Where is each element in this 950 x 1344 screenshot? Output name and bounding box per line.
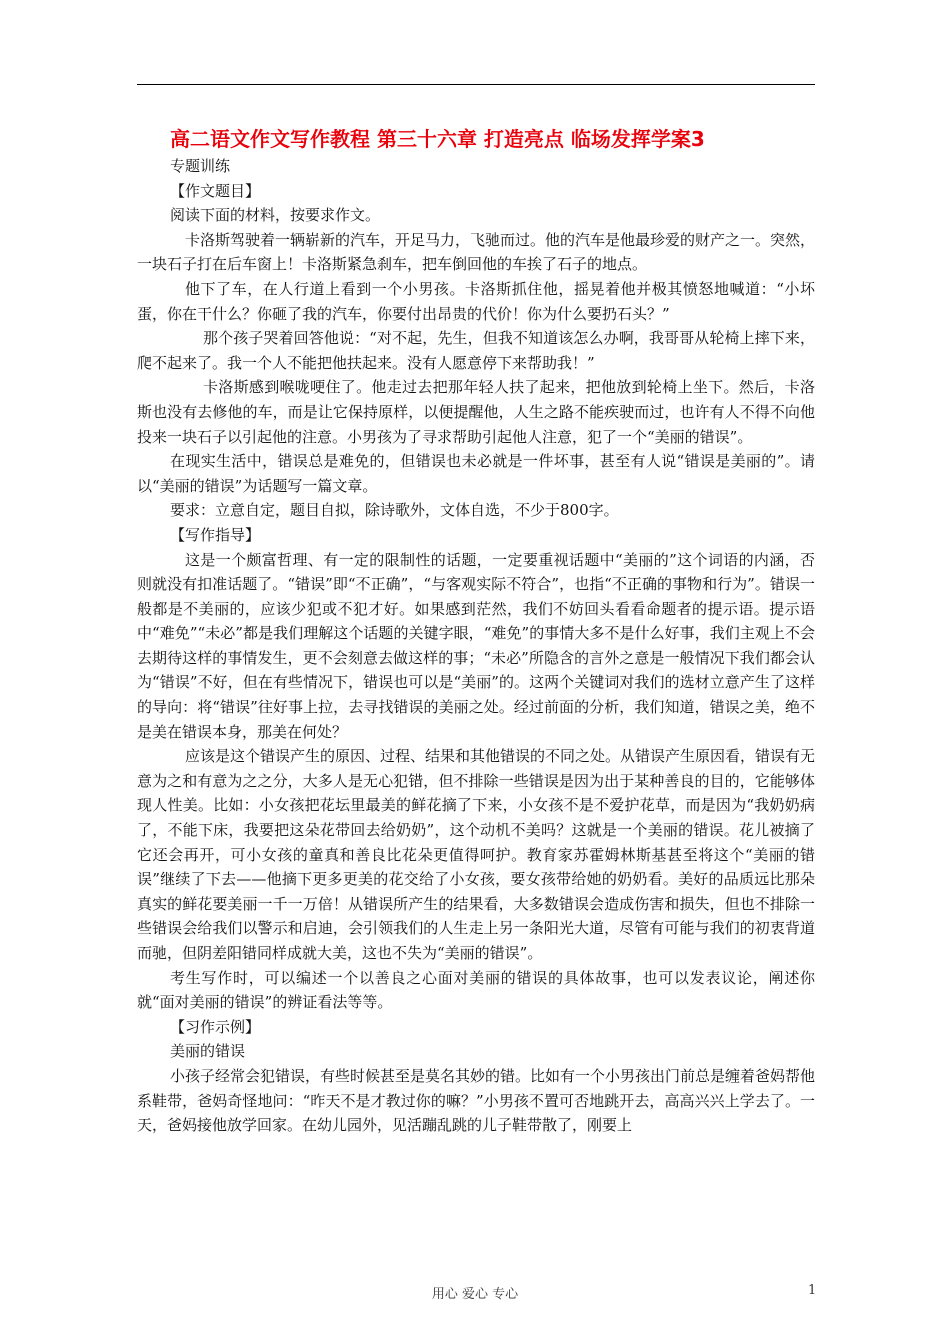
guide-paragraph-1: 这是一个颇富哲理、有一定的限制性的话题，一定要重视话题中“美丽的”这个词语的内涵，否则就没有扣准话题了。“错误”即“不正确”，“与客观实际不符合”，也指“不正确的事物和行为”。错误一般都是不美丽的，应该少犯或不犯才好。如果感到茫然，我们不妨回头看看命题者的提示语。提示语中“难免”“未必”都是我们理解这个话题的关键字眼，“难免”的事情大多不是什么好事，我们主观上不会去期待这样的事情发生，更不会刻意去做这样的事；“未必”所隐含的言外之意是一般情况下我们都会认为“错误”不好，但在有些情况下，错误也可以是“美丽”的。这两个关键词对我们的选材立意产生了这样的导向：将“错误”往好事上拉，去寻找错误的美丽之处。经过前面的分析，我们知道，错误之美，绝不是美在错误本身，那美在何处？	[137, 550, 815, 741]
section-label: 专题训练	[170, 157, 231, 175]
story-paragraph-4: 卡洛斯感到喉咙哽住了。他走过去把那年轻人扶了起来，把他放到轮椅上坐下。然后，卡洛斯也没有去修他的车，而是让它保持原样，以便提醒他，人生之路不能疾驶而过，也许有人不得不向他投来一块石子以引起他的注意。小男孩为了寻求帮助引起他人注意，犯了一个“美丽的错误”。	[137, 378, 815, 446]
story-paragraph-1: 卡洛斯驾驶着一辆崭新的汽车，开足马力，飞驰而过。他的汽车是他最珍爱的财产之一。突然，一块石子打在后车窗上！卡洛斯紧急刹车，把车倒回他的车挨了石子的地点。	[137, 230, 816, 274]
guide-paragraph-3: 考生写作时，可以编述一个以善良之心面对美丽的错误的具体故事，也可以发表议论，阐述你就“面对美丽的错误”的辨证看法等等。	[137, 968, 815, 1012]
document-body	[137, 124, 815, 1138]
example-title: 美丽的错误	[170, 1042, 246, 1061]
requirement-text: 要求：立意自定，题目自拟，除诗歌外，文体自选，不少于800字。	[170, 501, 619, 520]
header-rule	[137, 84, 815, 85]
page-footer: 用心 爱心 专心	[431, 1287, 519, 1302]
example-heading: 【习作示例】	[170, 1017, 261, 1036]
story-paragraph-2: 他下了车，在人行道上看到一个小男孩。卡洛斯抓住他，摇晃着他并极其愤怒地喊道：“小坏蛋，你在干什么？你砸了我的汽车，你要付出昂贵的代价！你为什么要扔石头？”	[137, 279, 815, 323]
prompt-paragraph: 在现实生活中，错误总是难免的，但错误也未必就是一件坏事，甚至有人说“错误是美丽的”。请以“美丽的错误”为话题写一篇文章。	[137, 452, 815, 495]
story-paragraph-3: 那个孩子哭着回答他说：“对不起，先生，但我不知道该怎么办啊，我哥哥从轮椅上摔下来，爬不起来了。我一个人不能把他扶起来。没有人愿意停下来帮助我！”	[137, 329, 815, 372]
topic-heading: 【作文题目】	[170, 181, 261, 200]
document-title: 高二语文作文写作教程 第三十六章 打造亮点 临场发挥学案3	[170, 127, 705, 151]
instruction-text: 阅读下面的材料，按要求作文。	[170, 206, 381, 225]
example-paragraph: 小孩子经常会犯错误，有些时候甚至是莫名其妙的错。比如有一个小男孩出门前总是缠着爸妈帮他系鞋带，爸妈奇怪地问：“昨天不是才教过你的嘛？”小男孩不置可否地跳开去，高高兴兴上学去了。一天，爸妈接他放学回家。在幼儿园外，见活蹦乱跳的儿子鞋带散了，刚要上	[137, 1066, 816, 1135]
guide-heading: 【写作指导】	[170, 525, 261, 544]
page-number: 1	[808, 1283, 817, 1298]
guide-paragraph-2: 应该是这个错误产生的原因、过程、结果和其他错误的不同之处。从错误产生原因看，错误有无意为之和有意为之之分，大多人是无心犯错，但不排除一些错误是因为出于某种善良的目的，它能够体现人性美。比如：小女孩把花坛里最美的鲜花摘了下来，小女孩不是不爱护花草，而是因为“我奶奶病了，不能下床，我要把这朵花带回去给奶奶”，这个动机不美吗？这就是一个美丽的错误。花儿被摘了它还会再开，可小女孩的童真和善良比花朵更值得呵护。教育家苏霍姆林斯基甚至将这个“美丽的错误”继续了下去——他摘下更多更美的花交给了小女孩，要女孩带给她的奶奶看。美好的品质远比那朵真实的鲜花要美丽一千一万倍！从错误所产生的结果看，大多数错误会造成伤害和损失，但也不排除一些错误会给我们以警示和启迪，会引领我们的人生走上另一条阳光大道，尽管有可能与我们的初衷背道而驰，但阴差阳错同样成就大美，这也不失为“美丽的错误”。	[137, 747, 816, 962]
